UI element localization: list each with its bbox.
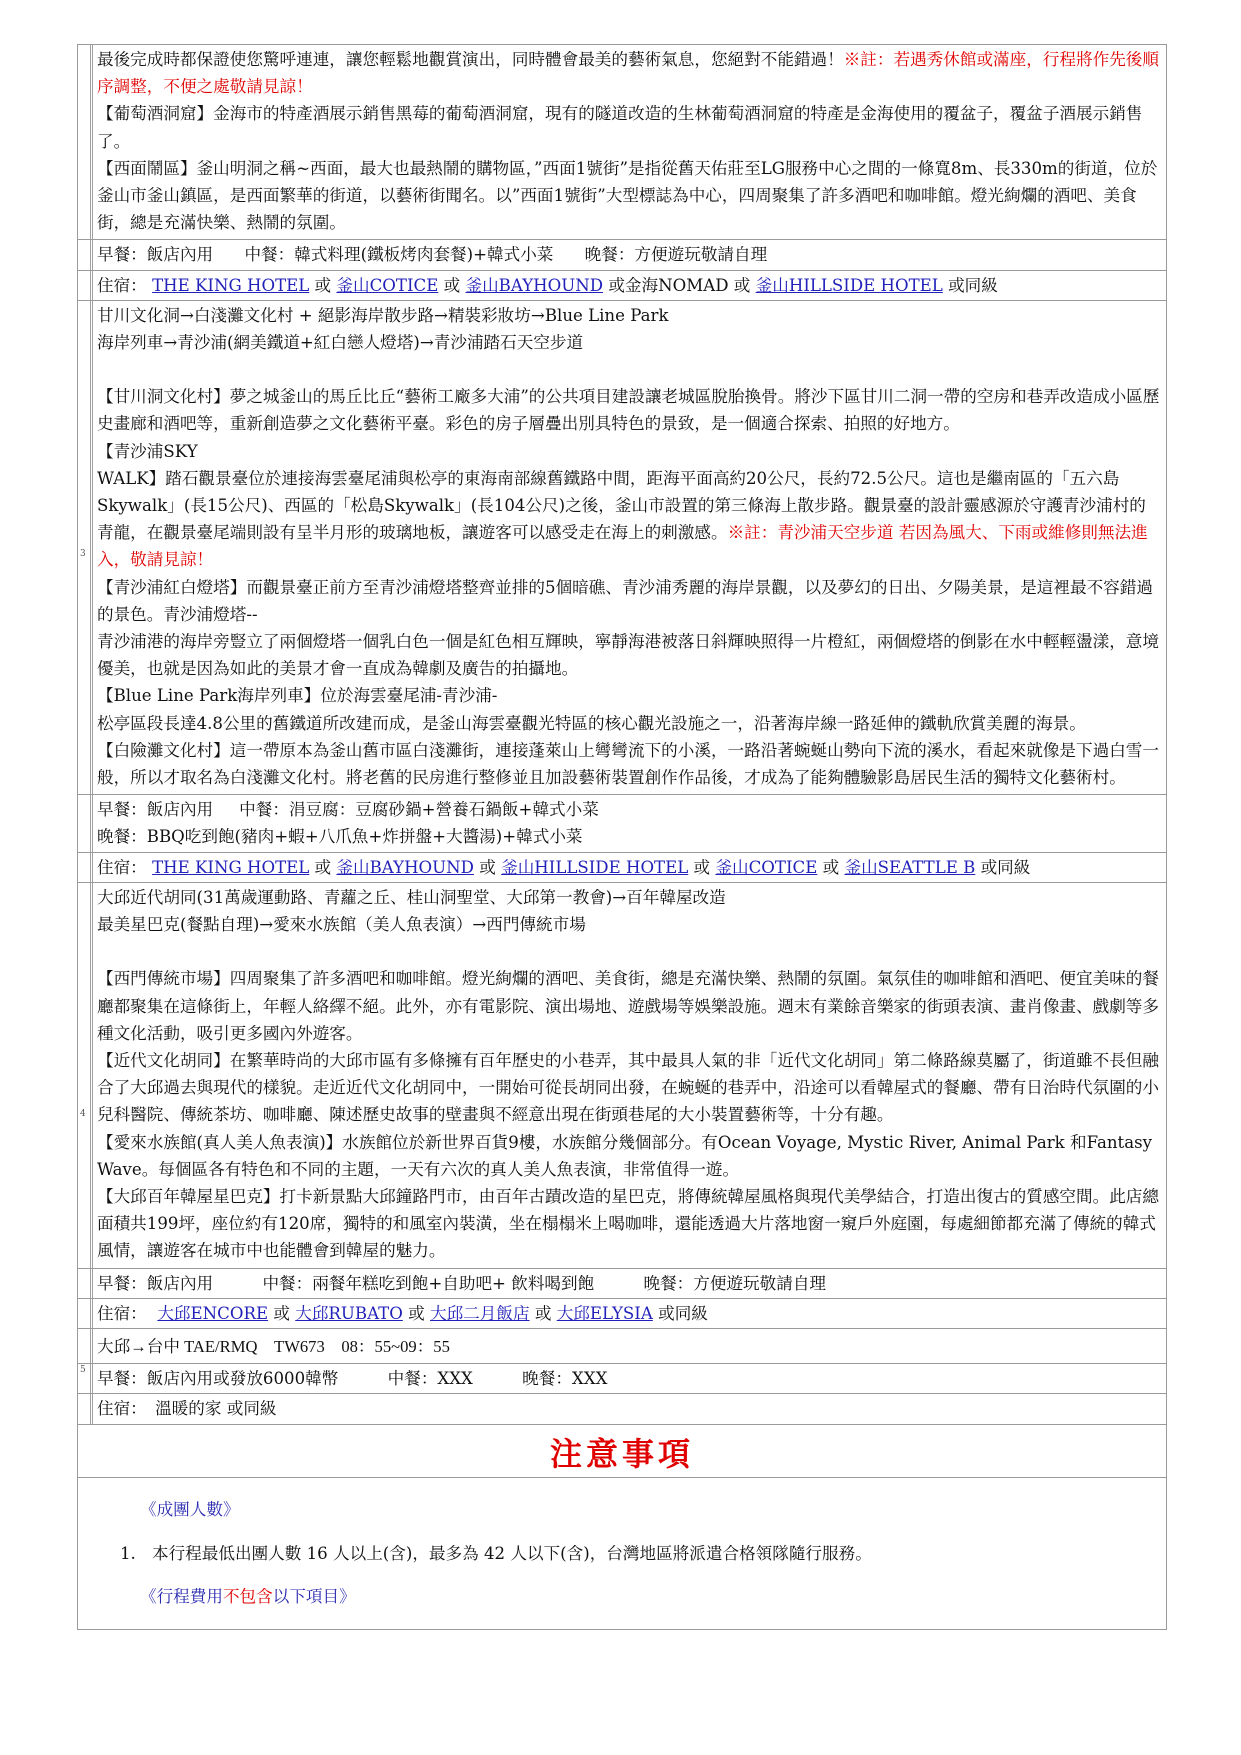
gamcheon-paragraph: 【甘川洞文化村】夢之城釜山的馬丘比丘“藝術工廠多大浦”的公共項目建設讓老城區脫胎換骨。將沙下區甘川二洞一帶的空房和巷弄改造成小區歷史畫廊和酒吧等，重新創造夢之文化藝術平臺。彩色的房子層疊出別具特色的景致，是一個適合探索、拍照的好地方。 [97,387,1160,434]
day3-meals-row [77,795,1167,852]
day-column [78,301,93,794]
day4-meals-row [77,1269,1167,1299]
day2-red-note: ※註：若遇秀休館或滿座，行程將作先後順序調整，不便之處敬請見諒！ [97,50,1159,97]
blueline-paragraph: 【Blue Line Park海岸列車】位於海雲臺尾浦-青沙浦- [97,686,498,706]
itinerary-table [77,44,1167,1630]
hotel-link[interactable]: 釜山BAYHOUND [465,275,604,295]
hotel-link[interactable]: THE KING HOTEL [152,857,310,877]
notice-title: 注意事項 [549,1434,694,1473]
hotel-link[interactable]: THE KING HOTEL [152,275,310,295]
day-number: 3 [80,548,86,559]
notice-item: 1. 本行程最低出團人數 16 人以上(含)，最多為 42 人以下(含)，台灣地區將派遣合格領隊隨行服務。 [120,1543,872,1563]
day2-hotel-row: 住宿： THE KING HOTEL 或 釜山COTICE 或 釜山BAYHOUND 或金海NOMAD 或 釜山HILLSIDE HOTEL 或同級 [77,271,1167,301]
notice-title-row [77,1425,1167,1478]
day2-description-row [77,44,1167,240]
hotel-link[interactable]: 大邱ENCORE [157,1303,269,1323]
dinner: 晚餐：XXX [522,1369,608,1389]
lunch: 中餐：兩餐年糕吃到飽+自助吧+ 飲料喝到飽 [262,1273,595,1293]
hotel-link[interactable]: 釜山SEATTLE B [844,857,976,877]
dinner: 晚餐：方便遊玩敬請自理 [643,1273,827,1293]
route-line: 最美星巴克(餐點自理)→愛來水族館（美人魚表演）→西門傳統市場 [97,915,586,935]
alley-paragraph: 【近代文化胡同】在繁華時尚的大邱市區有多條擁有百年歷史的小巷弄，其中最具人氣的非「近代文化胡同」第二條路線莫屬了，街道雖不長但融合了大邱過去與現代的樣貌。走近近代文化胡同中，一開始可從長胡同出發，在蜿蜒的巷弄中，沿途可以看韓屋式的餐廳、帶有日治時代氛圍的小兒科醫院、傳統茶坊、咖啡廳、陳述歷史故事的壁畫與不經意出現在街頭巷尾的大小裝置藝術等，十分有趣。 [97,1050,1159,1125]
lunch: 中餐：XXX [387,1369,473,1389]
hotel-link[interactable]: 大邱RUBATO [295,1303,403,1323]
route-line: 甘川文化洞→白淺灘文化村 + 絕影海岸散步路→精裝彩妝坊→Blue Line Park [97,305,669,325]
hotel-label: 住宿： [97,857,147,877]
starbucks-paragraph: 【大邱百年韓屋星巴克】打卡新景點大邱鐘路門市，由百年古蹟改造的星巴克，將傳統韓屋風格與現代美學結合，打造出復古的質感空間。此店總面積共199坪，座位約有120席，獨特的和風室內裝潢，坐在榻榻米上喝咖啡，還能透過大片落地窗一窺戶外庭園，每處細節都充滿了傳統的韓式風情，讓遊客在城市中也能體會到韓屋的魅力。 [97,1186,1159,1261]
hotel-link[interactable]: 釜山COTICE [715,857,818,877]
day4-hotel-row: 住宿： 大邱ENCORE 或 大邱RUBATO 或 大邱二月飯店 或 大邱ELYSIA 或同級 [77,1299,1167,1329]
hotel-label: 住宿： [97,275,147,295]
hotel-link[interactable]: 大邱ELYSIA [556,1303,653,1323]
day5-hotel-row [77,1394,1167,1424]
breakfast: 早餐：飯店內用 [97,1273,214,1293]
breakfast: 早餐：飯店內用 [97,245,214,265]
lunch: 中餐：涓豆腐：豆腐砂鍋+營養石鍋飯+韓式小菜 [239,800,599,820]
day4-description-row [77,883,1167,1269]
day-column [78,1329,93,1375]
day3-hotel-row: 住宿： THE KING HOTEL 或 釜山BAYHOUND 或 釜山HILLSIDE HOTEL 或 釜山COTICE 或 釜山SEATTLE B 或同級 [77,853,1167,883]
skywalk-title: 【青沙浦SKY [97,441,198,461]
day3-description-row [77,301,1167,795]
lighthouse-paragraph-2: 青沙浦港的海岸旁豎立了兩個燈塔一個乳白色一個是紅色相互輝映，寧靜海港被落日斜輝映照得一片橙紅，兩個燈塔的倒影在水中輕輕盪漾，意境優美，也就是因為如此的美景才會一直成為韓劇及廣告的拍攝地。 [97,632,1159,679]
aquarium-paragraph: 【愛來水族館(真人美人魚表演)】水族館位於新世界百貨9樓，水族館分幾個部分。有Ocean Voyage, Mystic River, Animal Park 和Fantasy Wave。每個區各有特色和不同的主題，一天有六次的真人美人魚表演，非常值得一遊。 [97,1132,1153,1179]
day2-meals-row [77,240,1167,270]
fee-exclusion-heading: 《行程費用不包含以下項目》 [140,1587,356,1607]
hotel-link[interactable]: 釜山HILLSIDE HOTEL [501,857,689,877]
day-column [78,45,93,239]
group-size-heading: 《成團人數》 [140,1500,240,1520]
route-line: 大邱近代胡同(31萬歲運動路、青蘿之丘、桂山洞聖堂、大邱第一教會)→百年韓屋改造 [97,887,726,907]
hotel-link[interactable]: 釜山HILLSIDE HOTEL [755,275,943,295]
flight-info: 大邱→台中 TAE/RMQ TW673 08：55~09：55 [97,1336,450,1356]
lunch: 中餐：韓式料理(鐵板烤肉套餐)+韓式小菜 [244,245,554,265]
day-column [78,883,93,1268]
hotel-label: 住宿： [97,1303,147,1323]
day5-flight-row [77,1329,1167,1375]
route-line: 海岸列車→青沙浦(網美鐵道+紅白戀人燈塔)→青沙浦踏石天空步道 [97,333,584,353]
seomun-paragraph: 【西門傳統市場】四周聚集了許多酒吧和咖啡館。燈光絢爛的酒吧、美食街，總是充滿快樂、熱鬧的氛圍。氣氛佳的咖啡館和酒吧、便宜美味的餐廳都聚集在這條街上，年輕人絡繹不絕。此外，亦有電影院、演出場地、遊戲場等娛樂設施。週末有業餘音樂家的街頭表演、畫肖像畫、戲劇等多種文化活動，吸引更多國內外遊客。 [97,969,1159,1043]
blueline-paragraph-2: 松亭區段長達4.8公里的舊鐵道所改建而成，是釜山海雲臺觀光特區的核心觀光設施之一，沿著海岸線一路延伸的鐵軌欣賞美麗的海景。 [97,713,1086,733]
day-number: 4 [80,1108,86,1119]
day-number: 5 [80,1364,86,1375]
dinner: 晚餐：BBQ吃到飽(豬肉+蝦+八爪魚+炸拼盤+大醬湯)+韓式小菜 [97,827,583,847]
wine-cave-paragraph: 【葡萄酒洞窟】金海市的特產酒展示銷售黑莓的葡萄酒洞窟，現有的隧道改造的生林葡萄酒洞窟的特產是金海使用的覆盆子，覆盆子酒展示銷售了。 [97,104,1143,151]
lighthouse-paragraph: 【青沙浦紅白燈塔】而觀景臺正前方至青沙浦燈塔整齊並排的5個暗礁、青沙浦秀麗的海岸景觀，以及夢幻的日出、夕陽美景，是這裡最不容錯過的景色。青沙浦燈塔-- [97,577,1153,624]
breakfast: 早餐：飯店內用或發放6000韓幣 [97,1369,339,1389]
skywalk-red-note: ※註：青沙浦天空步道 若因為風大、下雨或維修則無法進入，敬請見諒！ [97,523,1148,570]
hotel-link[interactable]: 大邱二月飯店 [430,1303,530,1323]
huinnyeoul-paragraph: 【白險灘文化村】這一帶原本為釜山舊市區白淺灘街，連接蓬萊山上彎彎流下的小溪，一路沿著蜿蜒山勢向下流的溪水，看起來就像是下過白雪一般，所以才取名為白淺灘文化村。將老舊的民房進行整修並且加設藝術裝置創作作品後，才成為了能夠體驗影島居民生活的獨特文化藝術村。 [97,740,1159,788]
hotel-link[interactable]: 釜山COTICE [336,275,439,295]
notice-body-row [77,1478,1167,1630]
skywalk-paragraph: WALK】踏石觀景臺位於連接海雲臺尾浦與松亭的東海南部線舊鐵路中間，距海平面高約20公尺，長約72.5公尺。這也是繼南區的「五六島Skywalk」(長15公尺)、西區的「松島Skywalk」(長104公尺)之後，釜山市設置的第三條海上散步路。觀景臺的設計靈感源於守護青沙浦村的青龍，在觀景臺尾端則設有呈半月形的玻璃地板，讓遊客可以感受走在海上的刺激感。※註：青沙浦天空步道 若因為風大、下雨或維修則無法進入，敬請見諒！ [97,468,1148,570]
day2-intro-paragraph: 最後完成時都保證使您驚呼連連，讓您輕鬆地觀賞演出，同時體會最美的藝術氣息，您絕對不能錯過！※註：若遇秀休館或滿座，行程將作先後順序調整，不便之處敬請見諒！ [97,50,1159,97]
day5-meals-row [77,1364,1167,1394]
breakfast: 早餐：飯店內用 [97,800,214,820]
dinner: 晚餐：方便遊玩敬請自理 [584,245,768,265]
hotel-link[interactable]: 釜山BAYHOUND [336,857,474,877]
seomyeon-paragraph: 【西面鬧區】釜山明洞之稱~西面，最大也最熱鬧的購物區，”西面1號街”是指從舊天佑莊至LG服務中心之間的一條寬8m、長330m的街道，位於釜山市釜山鎮區，是西面繁華的街道，以藝術街聞名。以”西面1號街”大型標誌為中心，四周聚集了許多酒吧和咖啡館。燈光絢爛的酒吧、美食街，總是充滿快樂、熱鬧的氛圍。 [97,158,1158,233]
hotel-info: 住宿： 溫暖的家 或同級 [97,1399,277,1419]
